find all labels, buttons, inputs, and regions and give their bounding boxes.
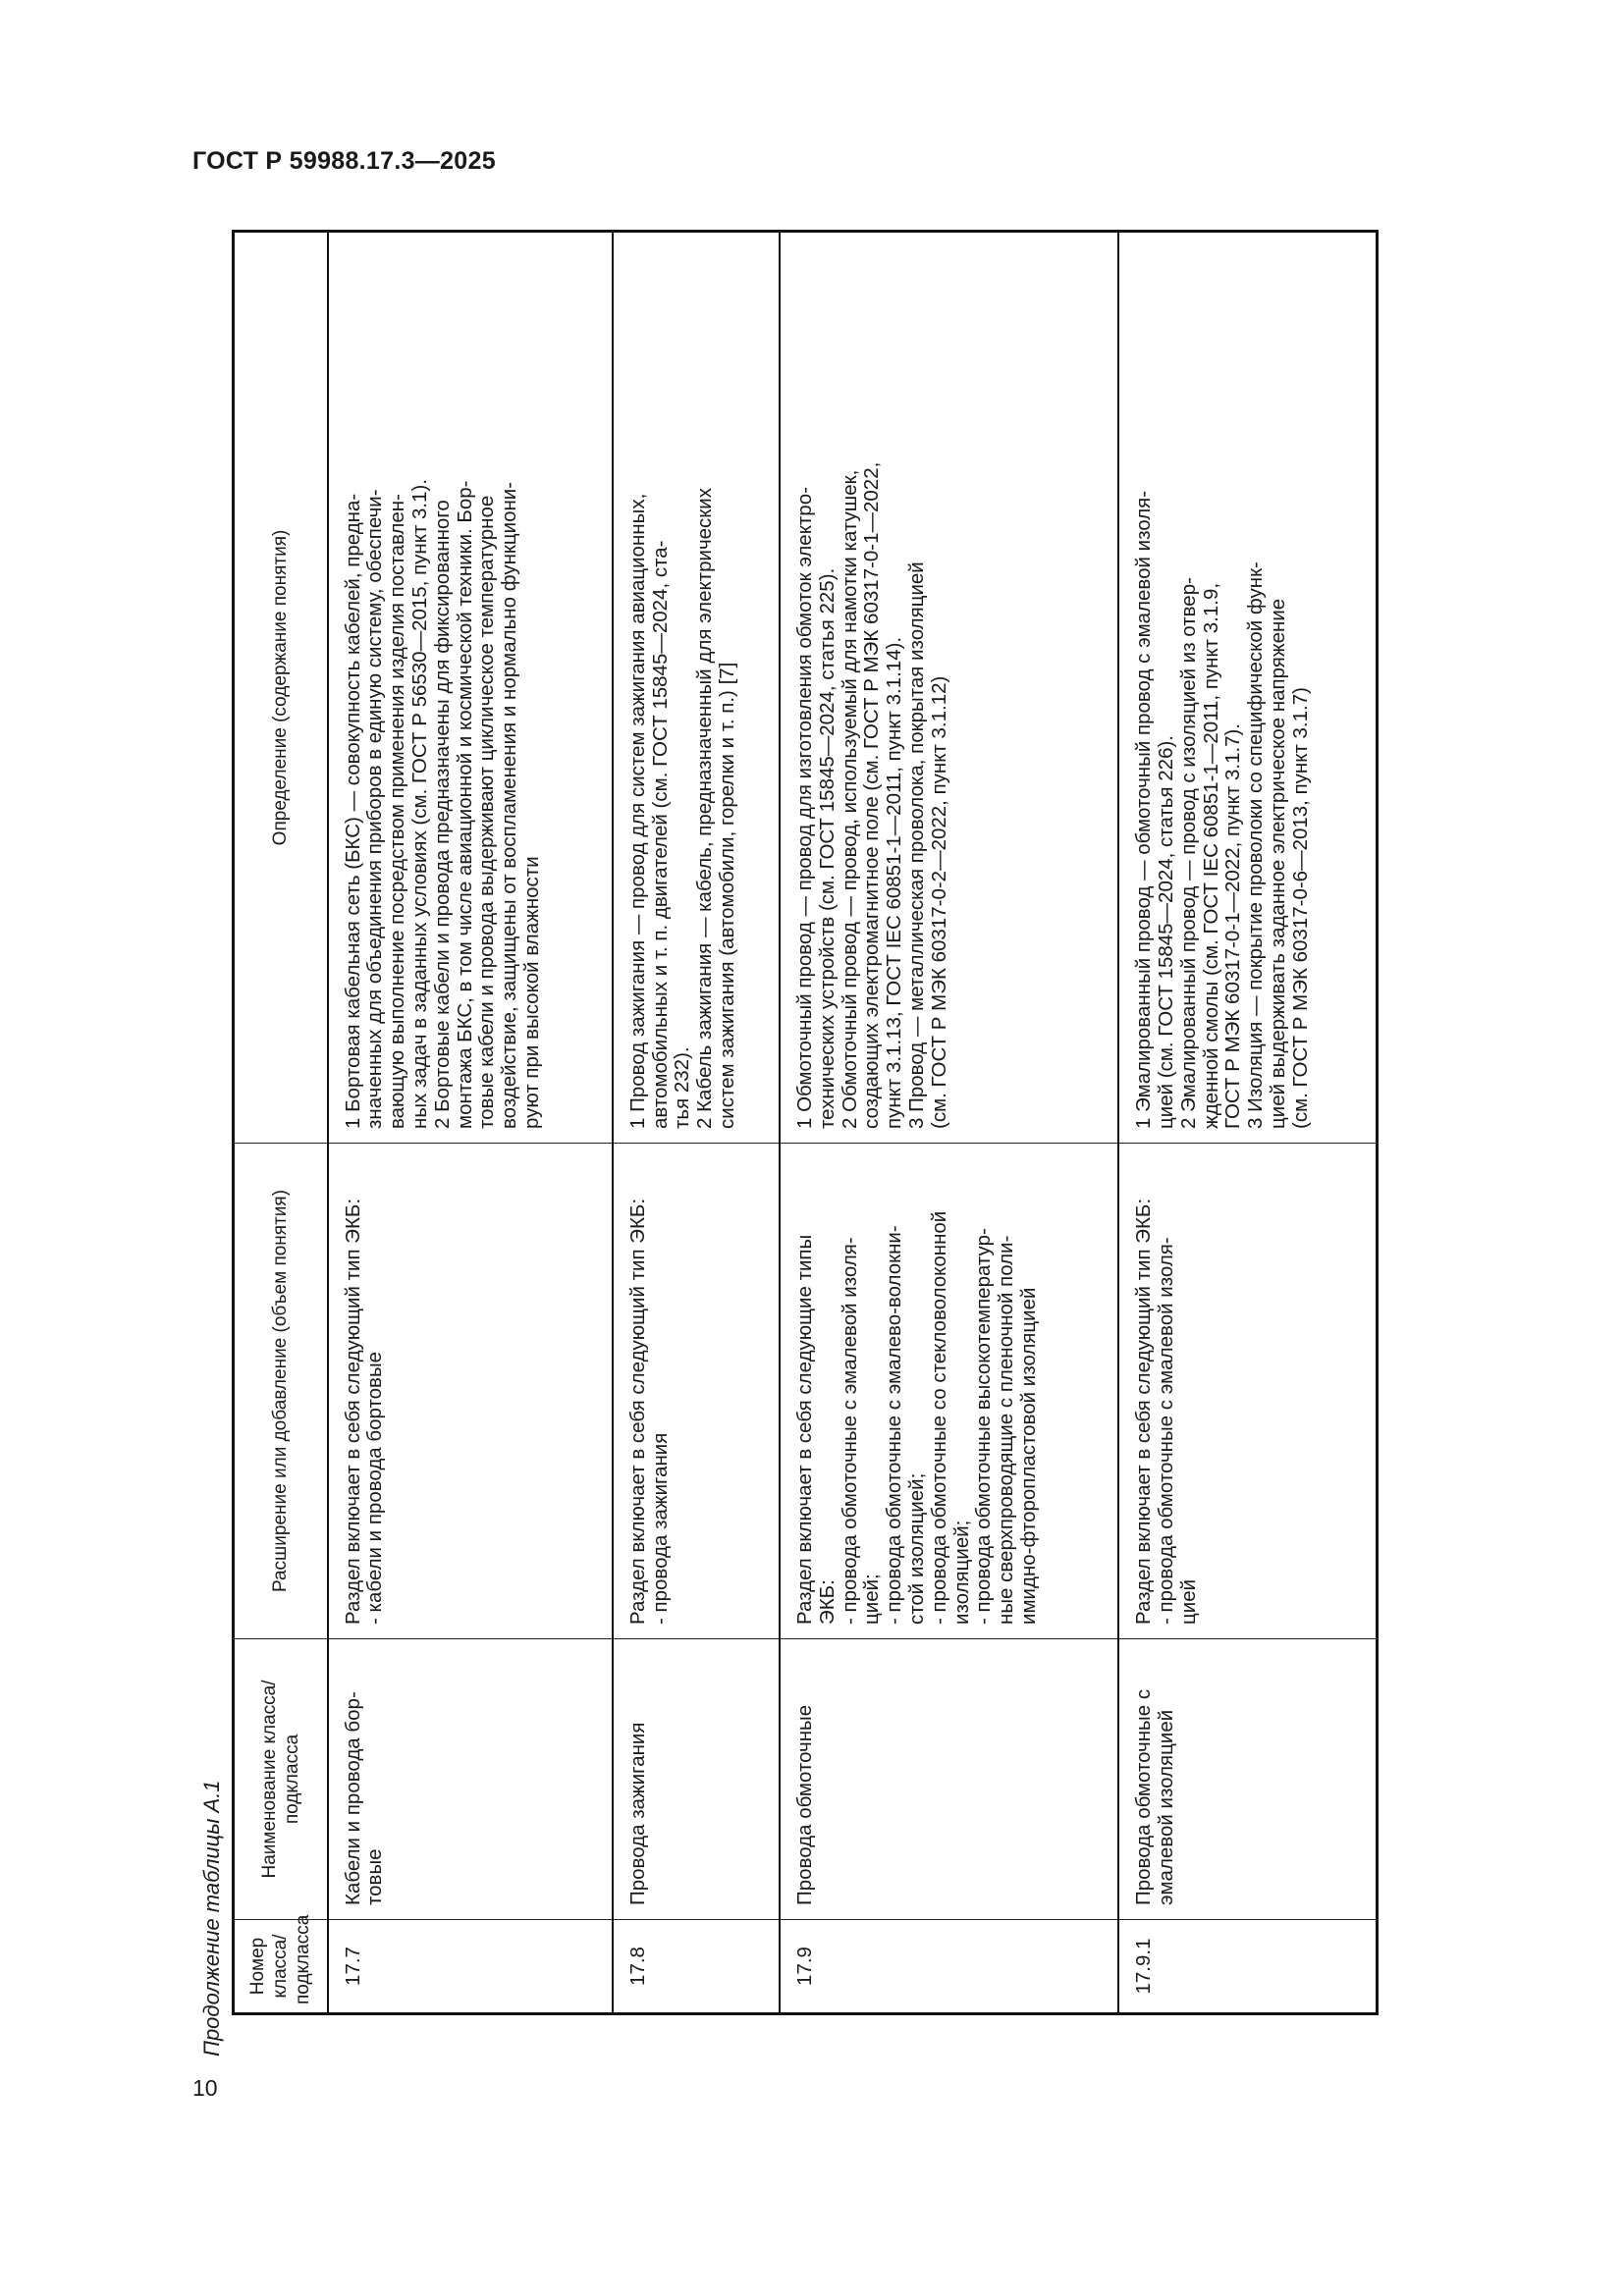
class-definition: 1 Провод зажигания — провод для систем зажигания авиационных, автомобильных и т. п. двигателей (см. ГОСТ 15845—2024, ста- тья 232). 2 Кабель зажигания — кабель, предназначенный для электрических систем зажигания (автомобили, горелки и т. п.) [7] (613, 232, 780, 1144)
document-header: ГОСТ Р 59988.17.3—2025 (192, 147, 496, 175)
class-number: 17.8 (613, 1920, 780, 2014)
classification-table (232, 230, 1379, 2015)
class-extension: Раздел включает в себя следующий тип ЭКБ: - провода зажигания (613, 1144, 780, 1639)
column-header-name: Наименование класса/ подкласса (234, 1639, 328, 1920)
class-number: 17.7 (328, 1920, 613, 2014)
class-definition: 1 Эмалированный провод — обмоточный провод с эмалевой изоля- цией (см. ГОСТ 15845—2024, статья 226). 2 Эмалированный провод — провод с изоляцией из отвер- жденной смолы (см. ГОСТ IEC 60851-1—2011, пункт 3.1.9, ГОСТ Р МЭК 60317-0-1—2022, пункт 3.1.7). 3 Изоляция — покрытие проволоки со специфической функ- цией выдерживать заданное электрическое напряжение (см. ГОСТ Р МЭК 60317-0-6—2013, пункт 3.1.7) (1118, 232, 1377, 1144)
class-name: Провода обмоточные (780, 1639, 1118, 1920)
class-number: 17.9 (780, 1920, 1118, 2014)
table-row (613, 232, 780, 2014)
class-definition: 1 Обмоточный провод — провод для изготовления обмоток электро- технических устройств (см. ГОСТ 15845—2024, статья 225). 2 Обмоточный провод — провод, используемый для намотки катушек, создающих электромагнитное поле (см. ГОСТ Р МЭК 60317-0-1—2022, пункт 3.1.13, ГОСТ IEC 60851-1—2011, пункт 3.1.14). 3 Провод — металлическая проволока, покрытая изоляцией (см. ГОСТ Р МЭК 60317-0-2—2022, пункт 3.1.12) (780, 232, 1118, 1144)
table-header-row (234, 232, 328, 2014)
column-header-number: Номер класса/ подкласса (234, 1920, 328, 2014)
column-header-definition: Определение (содержание понятия) (234, 232, 328, 1144)
table-row (328, 232, 613, 2014)
table-row (1118, 232, 1377, 2014)
class-number: 17.9.1 (1118, 1920, 1377, 2014)
class-definition: 1 Бортовая кабельная сеть (БКС) — совокупность кабелей, предна- значенных для объединения приборов в единую систему, обеспечи- вающую выполнение посредством применения изделия поставлен- ных задач в заданных условиях (см. ГОСТ Р 56530—2015, пункт 3.1). 2 Бортовые кабели и провода предназначены для фиксированного монтажа БКС, в том числе авиационной и космической техники. Бор- товые кабели и провода выдерживают циклическое температурное воздействие, защищены от воспламенения и нормально функциони- руют при высокой влажности (328, 232, 613, 1144)
table-caption: Продолжение таблицы А.1 (199, 1780, 224, 2056)
class-name: Провода зажигания (613, 1639, 780, 1920)
page-number: 10 (192, 2075, 218, 2101)
class-extension: Раздел включает в себя следующие типы ЭКБ: - провода обмоточные с эмалевой изоля- цией; - провода обмоточные с эмалево-волокни- стой изоляцией; - провода обмоточные со стекловолоконной изоляцией; - провода обмоточные высокотемператур- ные сверхпроводящие с пленочной поли- имидно-фторопластовой изоляцией (780, 1144, 1118, 1639)
class-extension: Раздел включает в себя следующий тип ЭКБ: - кабели и провода бортовые (328, 1144, 613, 1639)
column-header-extension: Расширение или добавление (объем понятия) (234, 1144, 328, 1639)
table-row (780, 232, 1118, 2014)
class-extension: Раздел включает в себя следующий тип ЭКБ: - провода обмоточные с эмалевой изоля- цией (1118, 1144, 1377, 1639)
class-name: Провода обмоточные с эмалевой изоляцией (1118, 1639, 1377, 1920)
class-name: Кабели и провода бор- товые (328, 1639, 613, 1920)
rotated-table-block (192, 231, 1380, 2056)
